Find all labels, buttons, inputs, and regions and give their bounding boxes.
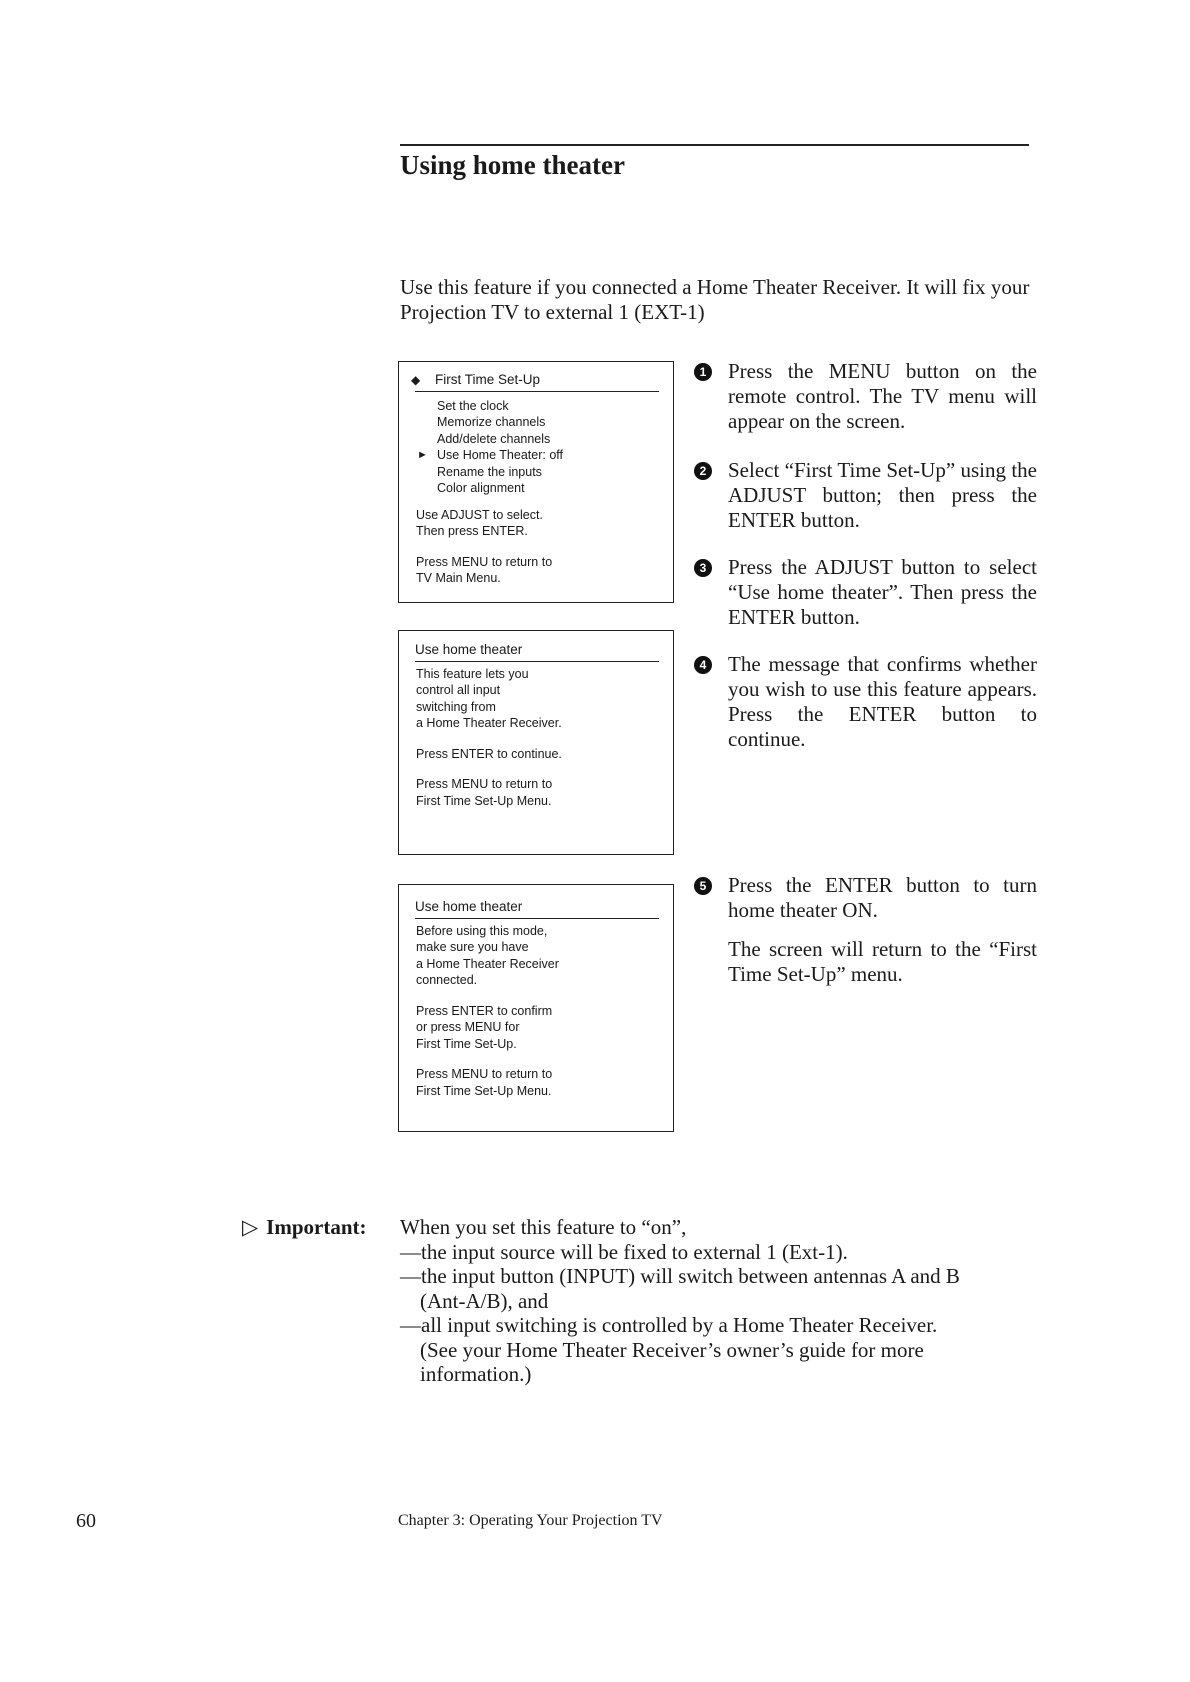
step-5: 5 Press the ENTER button to turn home theater ON. The screen will return to the “First Time Set-Up” menu. [692, 873, 1037, 987]
menu-screen-use-home-theater [398, 630, 674, 855]
menu-item: Memorize channels [437, 415, 546, 429]
page-title: Using home theater [400, 150, 625, 180]
menu-item: Add/delete channels [437, 431, 551, 446]
header-rule [400, 144, 1029, 146]
menu-item: Rename the inputs [437, 464, 542, 479]
important-note: When you set this feature to “on”, —the input source will be fixed to external 1 (Ext-1). —the input button (INPUT) will switch between antennas A and B (Ant-A/B), and —all input switching is controlled by a Home Theater Receiver. (See your Home Theater Receiver’s owner’s guide for more information.) [400, 1215, 960, 1386]
step-number-badge: 5 [694, 877, 712, 895]
menu-item: Set the clock [437, 398, 509, 413]
menu-instructions: Use ADJUST to select. Then press ENTER. Press MENU to return to TV Main Menu. [416, 507, 553, 585]
step-2: 2 Select “First Time Set-Up” using the ADJUST button; then press the ENTER button. [692, 458, 1037, 533]
page-number: 60 [76, 1510, 96, 1532]
chapter-footer: Chapter 3: Operating Your Projection TV [398, 1512, 663, 1529]
menu-item-selected: ► Use Home Theater: off [417, 448, 563, 462]
step-number-badge: 1 [694, 363, 712, 381]
menu-title: Use home theater [415, 899, 659, 919]
menu-title: First Time Set-Up [435, 372, 541, 387]
menu-item: Color alignment [437, 481, 525, 495]
triangle-outline-icon: ▷ [242, 1215, 259, 1239]
important-label: ▷ Important: [242, 1215, 367, 1239]
step-number-badge: 4 [694, 656, 712, 674]
step-number-badge: 2 [694, 462, 712, 480]
menu-instructions: This feature lets you control all input switching from a Home Theater Receiver. Press ENTER to continue. Press MENU to return to First Time Set-Up Menu. [416, 666, 562, 808]
menu-title: Use home theater [415, 642, 659, 662]
menu-screen-first-time-setup [398, 361, 674, 603]
menu-instructions: Before using this mode, make sure you have a Home Theater Receiver connected. Press ENTER to confirm or press MENU for First Time Set-Up. Press MENU to return to First Time Set-Up Menu. [416, 923, 559, 1098]
menu-screen-confirm-home-theater [398, 884, 674, 1132]
step-4: 4 The message that confirms whether you wish to use this feature appears. Press the ENTER button to continue. [692, 652, 1037, 752]
diamond-icon: ◆ [411, 373, 421, 387]
step-number-badge: 3 [694, 559, 712, 577]
intro-paragraph: Use this feature if you connected a Home Theater Receiver. It will fix your Projection TV to external 1 (EXT-1) [400, 275, 1030, 324]
step-1: 1 Press the MENU button on the remote control. The TV menu will appear on the screen. [692, 359, 1037, 434]
menu-item-list [417, 398, 673, 497]
step-3: 3 Press the ADJUST button to select “Use home theater”. Then press the ENTER button. [692, 555, 1037, 630]
pointer-arrow-icon: ► [417, 449, 428, 461]
